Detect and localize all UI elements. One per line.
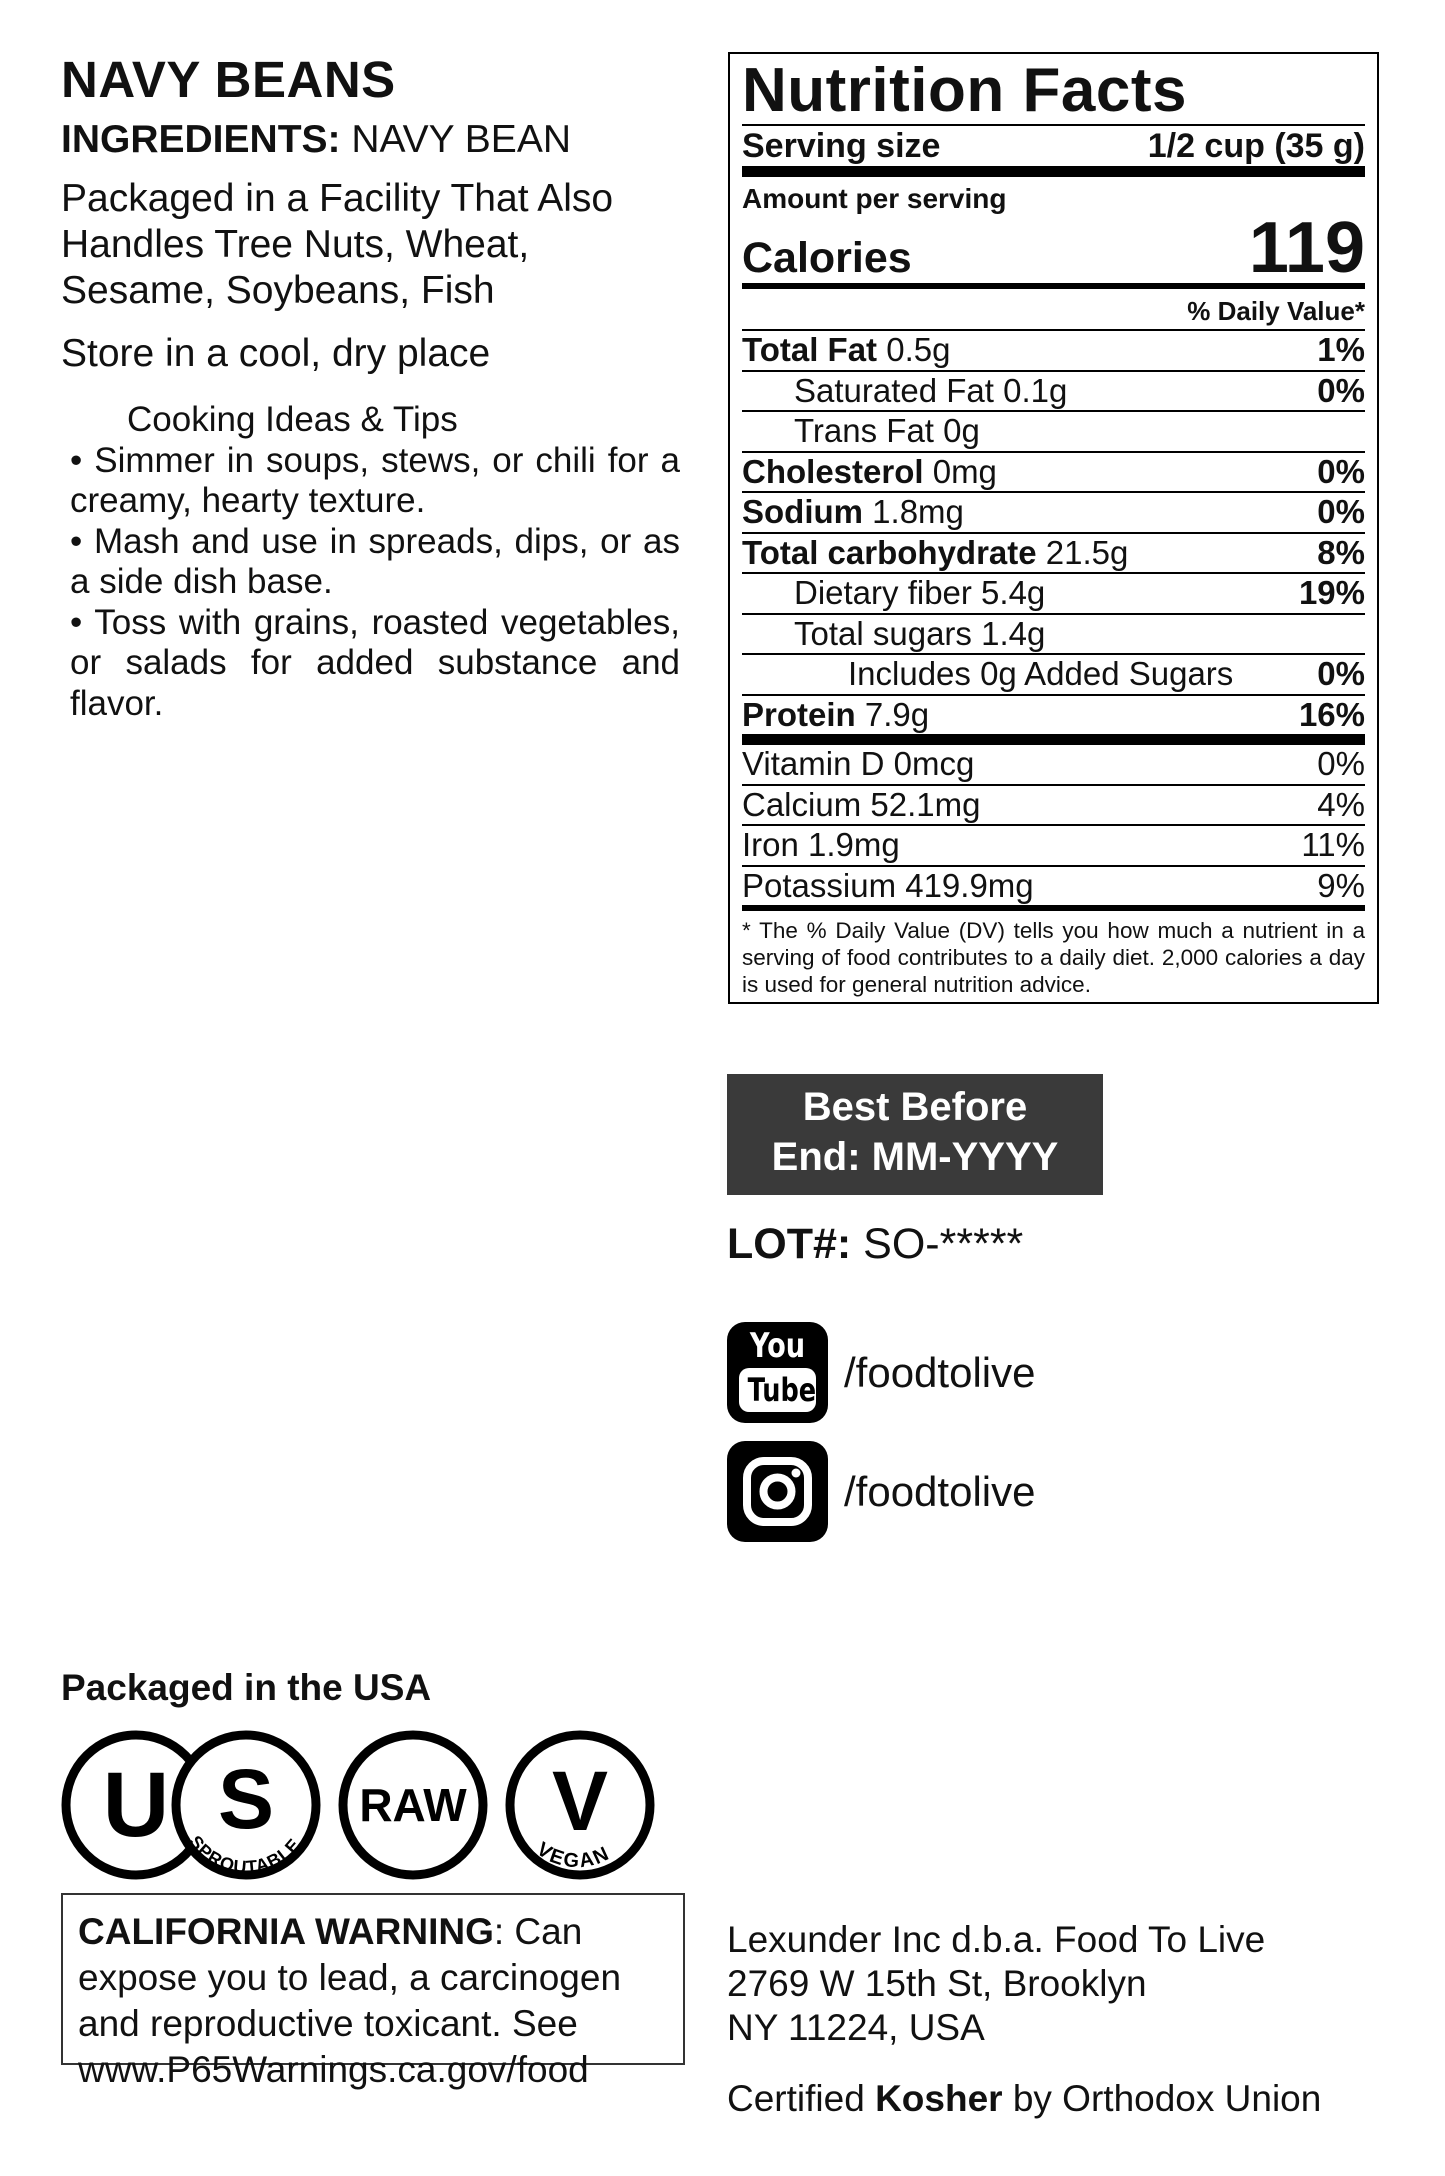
serving-size-row	[742, 126, 1365, 166]
thick-divider	[742, 166, 1365, 177]
nutrient-label: Total Fat	[742, 331, 878, 368]
svg-text:RAW: RAW	[359, 1779, 467, 1831]
svg-text:V: V	[551, 1754, 609, 1848]
calories-label: Calories	[742, 234, 912, 282]
nutrient-dv: 19%	[1298, 574, 1365, 611]
vitamin-label: Vitamin D 0mcg	[742, 745, 975, 782]
ingredients-value: NAVY BEAN	[351, 118, 572, 161]
nutrient-label: Sodium	[742, 493, 863, 530]
nutrition-title: Nutrition Facts	[742, 56, 1187, 125]
vitamin-row	[742, 826, 1365, 867]
svg-text:SPROUTABLE: SPROUTABLE	[185, 1831, 305, 1878]
nutrient-row-trans-fat	[742, 412, 1365, 453]
lot-value: SO-*****	[863, 1220, 1024, 1268]
nutrient-row-protein	[742, 696, 1365, 735]
manufacturer-address	[727, 1918, 1265, 2050]
kosher-bold: Kosher	[875, 2078, 1003, 2119]
calories-row	[742, 208, 1365, 288]
lot-number	[727, 1220, 1023, 1269]
calories-value: 119	[1248, 208, 1365, 288]
vitamin-dv: 11%	[1301, 826, 1365, 863]
vitamin-label: Potassium 419.9mg	[742, 866, 1034, 904]
ingredients-label: INGREDIENTS:	[61, 118, 341, 161]
nutrient-label: Total sugars 1.4g	[794, 614, 1046, 652]
svg-text:U: U	[102, 1754, 170, 1856]
nutrient-label: Protein	[742, 695, 856, 733]
nutrient-amount: 7.9g	[864, 695, 930, 733]
nutrient-label: Saturated Fat 0.1g	[794, 371, 1068, 409]
vitamin-row	[742, 745, 1365, 786]
lot-label: LOT#:	[727, 1220, 852, 1268]
tip-item: • Mash and use in spreads, dips, or as a side dish base.	[70, 521, 680, 601]
svg-text:S: S	[217, 1752, 275, 1846]
nutrient-row-dietary-fiber	[742, 574, 1365, 615]
nutrient-row-added-sugars	[742, 655, 1365, 696]
nutrition-facts-panel	[728, 52, 1379, 1004]
raw-seal	[343, 1735, 483, 1875]
nutrient-amount: 0mg	[932, 452, 997, 490]
nutrient-row-total-fat	[742, 331, 1365, 372]
youtube-icon: You Tube	[727, 1322, 828, 1423]
best-before-box	[727, 1074, 1103, 1195]
instagram-link[interactable]	[727, 1441, 1035, 1542]
nutrient-label: Total carbohydrate	[742, 533, 1037, 571]
nutrient-amount: 1.8mg	[872, 493, 964, 530]
packaged-in-usa: Packaged in the USA	[61, 1667, 432, 1708]
california-warning	[61, 1893, 685, 2090]
nutrient-dv: 1%	[1317, 331, 1365, 368]
nutrient-row-total-sugars	[742, 615, 1365, 656]
nutrient-dv: 16%	[1298, 695, 1365, 733]
certification-seals	[60, 1728, 710, 1883]
best-before-line2: End: MM-YYYY	[771, 1135, 1059, 1179]
nutrient-label: Includes 0g Added Sugars	[848, 655, 1234, 692]
serving-size-label: Serving size	[742, 127, 941, 165]
vitamin-label: Iron 1.9mg	[742, 826, 900, 863]
sproutable-seal	[176, 1735, 316, 1877]
nutrient-dv: 0%	[1317, 452, 1365, 490]
youtube-link[interactable]	[727, 1322, 1035, 1423]
vitamin-row	[742, 867, 1365, 906]
allergen-statement: Packaged in a Facility That Also Handles Tree Nuts, Wheat, Sesame, Soybeans, Fish	[61, 177, 614, 312]
youtube-handle[interactable]: /foodtolive	[844, 1348, 1036, 1396]
vitamin-row	[742, 786, 1365, 827]
address-line: 2769 W 15th St, Brooklyn	[727, 1963, 1147, 2004]
best-before-line1: Best Before	[802, 1085, 1028, 1129]
nutrient-amount: 0.5g	[886, 331, 951, 368]
nutrient-label: Trans Fat 0g	[794, 412, 980, 449]
ingredients-line	[61, 118, 571, 162]
serving-size-value: 1/2 cup (35 g)	[1147, 127, 1365, 165]
vitamin-dv: 9%	[1317, 866, 1365, 904]
storage-instructions: Store in a cool, dry place	[61, 332, 491, 375]
nutrient-row-sodium	[742, 493, 1365, 534]
vitamin-label: Calcium 52.1mg	[742, 785, 981, 823]
instagram-icon	[727, 1441, 828, 1542]
cooking-tips	[70, 400, 680, 724]
tip-item: • Simmer in soups, stews, or chili for a creamy, hearty texture.	[70, 440, 680, 520]
vegan-seal	[510, 1735, 650, 1875]
tips-title: Cooking Ideas & Tips	[127, 400, 458, 439]
vitamin-dv: 0%	[1317, 745, 1365, 782]
kosher-prefix: Certified	[727, 2078, 865, 2119]
medium-divider	[742, 905, 1365, 911]
svg-text:VEGAN: VEGAN	[532, 1838, 614, 1873]
nutrient-row-saturated-fat	[742, 372, 1365, 413]
nutrient-row-total-carbohydrate	[742, 534, 1365, 575]
tip-item: • Toss with grains, roasted vegetables, or salads for added substance and flavor.	[70, 602, 680, 723]
instagram-handle[interactable]: /foodtolive	[844, 1467, 1036, 1515]
daily-value-footnote: * The % Daily Value (DV) tells you how much a nutrient in a serving of food contributes to a daily diet. 2,000 calories a day is used for general nutrition advice.	[742, 918, 1365, 997]
amount-per-serving: Amount per serving	[742, 183, 1007, 214]
thick-divider	[742, 734, 1365, 745]
nutrient-label: Cholesterol	[742, 452, 924, 490]
address-line: Lexunder Inc d.b.a. Food To Live	[727, 1919, 1266, 1960]
nutrient-dv: 0%	[1317, 493, 1365, 530]
daily-value-header: % Daily Value*	[1187, 296, 1365, 326]
nutrient-row-cholesterol	[742, 453, 1365, 494]
nutrient-dv: 8%	[1317, 533, 1365, 571]
vitamin-dv: 4%	[1317, 785, 1365, 823]
kosher-certification	[727, 2078, 1321, 2120]
warning-text: : Can expose you to lead, a carcinogen and reproductive toxicant. See www.P65Warnings.ca.gov/food	[78, 1911, 622, 2090]
address-line: NY 11224, USA	[727, 2007, 985, 2048]
product-title: NAVY BEANS	[61, 51, 396, 108]
nutrient-dv: 0%	[1317, 371, 1365, 409]
kosher-suffix: by Orthodox Union	[1012, 2078, 1322, 2119]
nutrient-amount: 21.5g	[1045, 533, 1129, 571]
nutrient-dv: 0%	[1317, 655, 1365, 692]
nutrient-label: Dietary fiber 5.4g	[794, 574, 1046, 611]
warning-label: CALIFORNIA WARNING	[78, 1911, 494, 1952]
